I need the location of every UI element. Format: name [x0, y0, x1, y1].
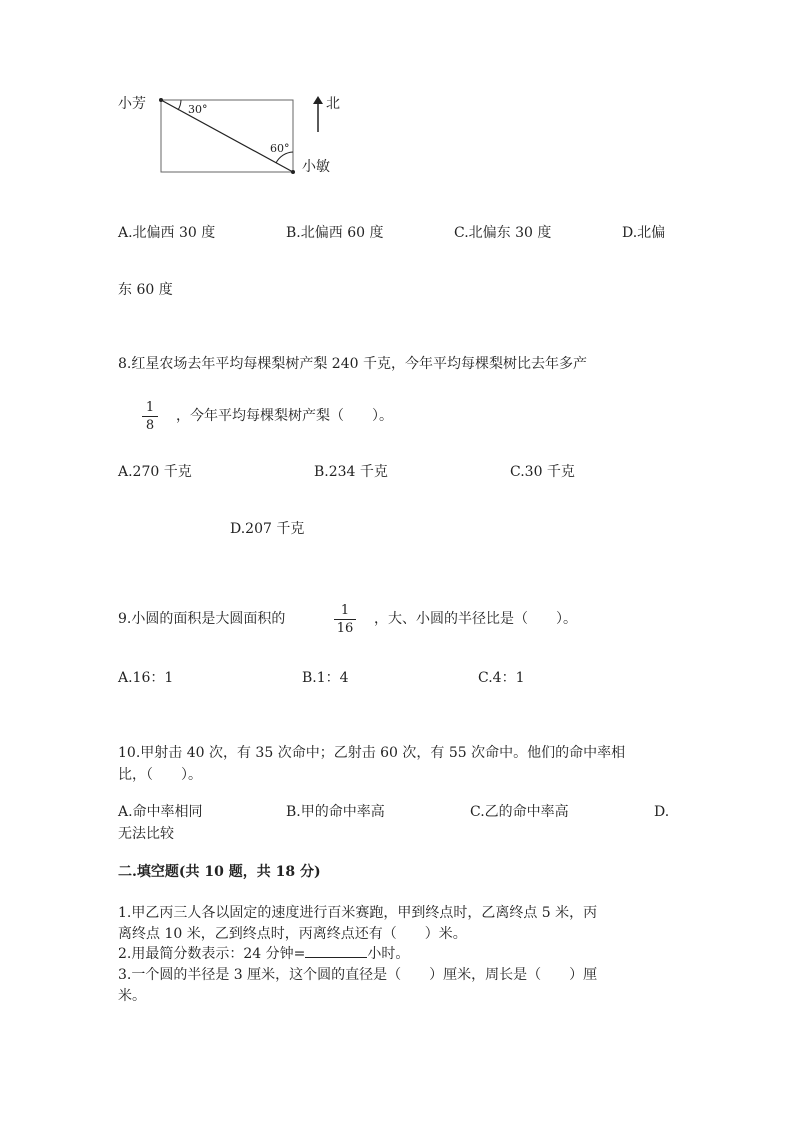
q8-option-b: B.234 千克	[314, 464, 388, 480]
section-title: 二.填空题(共 10 题，共 18 分)	[118, 864, 321, 880]
fill-q3-line1: 3.一个圆的半径是 3 厘米，这个圆的直径是（ ）厘米，周长是（ ）厘	[118, 967, 598, 983]
q10-option-d-cont: 无法比较	[118, 826, 174, 842]
q8-fraction-numerator: 1	[145, 400, 155, 415]
point-xiaomin	[291, 170, 295, 174]
label-xiaofang: 小芳	[118, 96, 146, 112]
q8-fraction-bar	[142, 416, 158, 417]
q9-fraction-bar	[334, 619, 356, 620]
fill-q1-line1: 1.甲乙丙三人各以固定的速度进行百米赛跑，甲到终点时，乙离终点 5 米，丙	[118, 905, 598, 921]
q7-option-a: A.北偏西 30 度	[118, 225, 216, 241]
q9-fraction-denominator: 16	[336, 621, 354, 636]
label-north: 北	[326, 96, 340, 112]
q10-option-c: C.乙的命中率高	[470, 804, 569, 820]
fill-q2	[118, 944, 409, 964]
fill-q3-line2: 米。	[118, 988, 146, 1004]
q8-fraction-denominator: 8	[145, 418, 155, 433]
angle-arc-top	[178, 100, 181, 110]
q10-option-b: B.甲的命中率高	[286, 804, 385, 820]
angle-label-bottom: 60°	[270, 142, 290, 155]
q10-option-d: D.	[654, 804, 670, 820]
q8-text-line1: 8.红星农场去年平均每棵梨树产梨 240 千克，今年平均每棵梨树比去年多产	[118, 356, 587, 372]
q10-text-line2: 比，（ ）。	[118, 767, 202, 783]
direction-diagram	[118, 88, 358, 188]
q8-option-d: D.207 千克	[230, 521, 305, 537]
q8-fraction	[142, 400, 158, 433]
q7-option-d-cont: 东 60 度	[118, 282, 173, 298]
north-arrow-head	[313, 96, 323, 104]
q9-option-c: C.4：1	[478, 670, 525, 686]
q8-option-c: C.30 千克	[510, 464, 575, 480]
q9-text-a: 9.小圆的面积是大圆面积的	[118, 611, 286, 627]
label-xiaomin: 小敏	[302, 159, 330, 175]
q7-option-b: B.北偏西 60 度	[286, 225, 384, 241]
q7-option-d: D.北偏	[622, 225, 666, 241]
fill-q1-line2: 离终点 10 米，乙到终点时，丙离终点还有（ ）米。	[118, 926, 467, 942]
point-xiaofang	[159, 98, 163, 102]
q9-fraction-numerator: 1	[340, 603, 350, 618]
q10-option-a: A.命中率相同	[118, 804, 203, 820]
q9-option-a: A.16：1	[118, 670, 174, 686]
q9-fraction	[334, 603, 356, 636]
diagonal-line	[161, 100, 293, 172]
angle-label-top: 30°	[188, 103, 208, 116]
q9-text-b: ，大、小圆的半径比是（ ）。	[374, 611, 577, 627]
q7-option-c: C.北偏东 30 度	[454, 225, 552, 241]
fill-q2-blank[interactable]	[305, 944, 367, 958]
fill-q2-text-b: 小时。	[367, 946, 410, 962]
q10-text-line1: 10.甲射击 40 次，有 35 次命中；乙射击 60 次，有 55 次命中。他们的命中率相	[118, 745, 626, 761]
fill-q2-text-a: 2.用最简分数表示：24 分钟=	[118, 946, 306, 962]
q9-option-b: B.1：4	[302, 670, 349, 686]
q8-text-line2: ，今年平均每棵梨树产梨（ ）。	[176, 408, 393, 424]
q8-option-a: A.270 千克	[118, 464, 192, 480]
